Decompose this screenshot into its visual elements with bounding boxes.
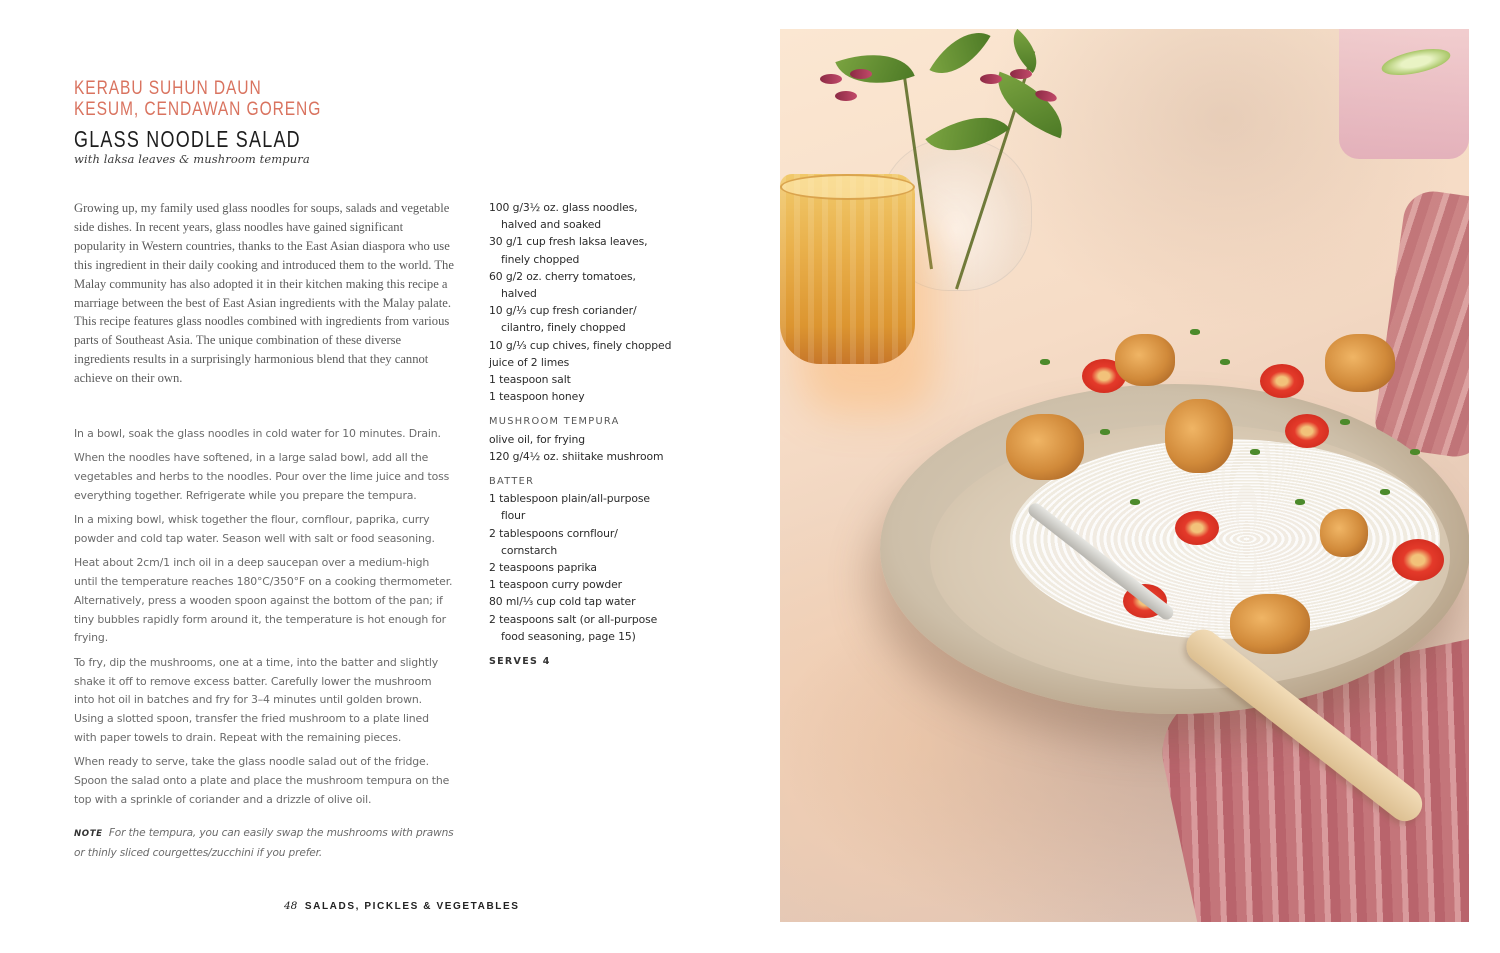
ingredients-list: [489, 199, 719, 670]
flower-bud: [850, 69, 872, 79]
serves-count: SERVES 4: [489, 656, 551, 668]
glass-rim: [780, 174, 915, 200]
ingredients-main: [489, 199, 719, 405]
ingredient-line: juice of 2 limes: [489, 355, 570, 369]
herb-garnish: [1250, 449, 1260, 455]
ingredient-line-cont: food seasoning, page 15): [501, 629, 636, 643]
method-step: In a mixing bowl, whisk together the flour, cornflour, paprika, curry powder and cold tap water. Season well with salt or food seasoning.: [74, 513, 435, 545]
ingredient-line: 100 g/3½ oz. glass noodles,: [489, 201, 638, 214]
method-step: When the noodles have softened, in a large salad bowl, add all the vegetables and herbs to the noodles. Pour over the lime juice and toss everything together. Refrigerate while you prepare the tempura.: [74, 451, 450, 502]
ingredient-line-cont: halved and soaked: [501, 218, 602, 232]
ingredient-line: 2 teaspoons paprika: [489, 561, 597, 575]
page-footer: [284, 900, 520, 912]
mushroom-tempura: [1230, 594, 1310, 654]
ingredient-item: [489, 199, 719, 233]
ingredient-line: 80 ml/⅓ cup cold tap water: [489, 595, 636, 609]
mushroom-tempura: [1325, 334, 1395, 392]
flower-bud: [1010, 69, 1032, 79]
ingredients-batter: [489, 473, 719, 645]
ingredient-line-cont: halved: [501, 287, 537, 301]
ingredient-item: [489, 611, 719, 645]
recipe-title-malay: [74, 78, 402, 120]
herb-garnish: [1295, 499, 1305, 505]
herb-garnish: [1340, 419, 1350, 425]
amber-drink-glass: [780, 174, 915, 364]
ingredient-line-cont: cornstarch: [501, 543, 558, 557]
cherry-tomato: [1392, 539, 1444, 581]
herb-garnish: [1100, 429, 1110, 435]
ingredient-line: 1 teaspoon curry powder: [489, 578, 622, 592]
ingredient-line: 1 teaspoon salt: [489, 373, 571, 387]
flower-bud: [980, 74, 1002, 84]
herb-garnish: [1380, 489, 1390, 495]
intro-text: Growing up, my family used glass noodles for soups, salads and vegetable side dishes. In recent years, glass noodles have gained significant popularity in Western countries, thanks to the East Asian diaspora who use this ingredient in their daily cooking and introduced them to the world. The Malay community has also adopted it in their kitchen making this recipe a marriage between the best of East Asian ingredients with the Malay palate. This recipe features glass noodles combined with ingredients from various parts of Southeast Asia. The unique combination of these diverse ingredients results in a surprisingly harmonious blend that they cannot achieve on their own.: [74, 201, 454, 386]
ingredient-line: 10 g/⅓ cup chives, finely chopped: [489, 338, 672, 352]
ingredient-item: [489, 525, 719, 559]
ingredient-line-cont: cilantro, finely chopped: [501, 321, 626, 335]
ingredient-item: [489, 302, 719, 336]
method-step: To fry, dip the mushrooms, one at a time, into the batter and slightly shake it off to remove excess batter. Carefully lower the mushroom into hot oil in batches and fry for 3–4 minutes until golden brown. Using a slotted spoon, transfer the fried mushroom to a plate lined with paper towels to drain. Repeat with the remaining pieces.: [74, 655, 439, 744]
ingredient-line-cont: flour: [501, 509, 526, 523]
herb-garnish: [1040, 359, 1050, 365]
flower-bud: [820, 74, 842, 84]
ingredient-item: [489, 559, 719, 576]
recipe-note: [74, 824, 454, 863]
recipe-photo: [780, 29, 1469, 922]
ingredient-item: [489, 337, 719, 354]
cherry-tomato: [1285, 414, 1329, 448]
ingredient-item: [489, 593, 719, 610]
method-step: In a bowl, soak the glass noodles in cold water for 10 minutes. Drain.: [74, 427, 441, 440]
ingredient-item: [489, 448, 719, 465]
flower-bud: [835, 91, 857, 101]
batter-heading: BATTER: [489, 476, 535, 488]
method-step: When ready to serve, take the glass noodle salad out of the fridge. Spoon the salad onto a plate and place the mushroom tempura on the top with a sprinkle of coriander and a drizzle of olive oil.: [74, 755, 450, 806]
ingredient-item: [489, 490, 719, 524]
ingredient-line: 1 teaspoon honey: [489, 390, 585, 404]
cherry-tomato: [1260, 364, 1304, 398]
method-steps: [74, 425, 454, 815]
ingredient-line-cont: finely chopped: [501, 252, 580, 266]
section-title: SALADS, PICKLES & VEGETABLES: [304, 901, 520, 912]
intro-paragraph: [74, 199, 454, 388]
page-number: 48: [284, 900, 298, 912]
ingredient-line: 30 g/1 cup fresh laksa leaves,: [489, 235, 648, 249]
ingredient-item: [489, 576, 719, 593]
cherry-tomato: [1175, 511, 1219, 545]
note-text: For the tempura, you can easily swap the mushrooms with prawns or thinly sliced courgettes/zucchini if you prefer.: [74, 827, 454, 859]
herb-garnish: [1130, 499, 1140, 505]
herb-garnish: [1220, 359, 1230, 365]
ingredient-line: 2 teaspoons salt (or all-purpose: [489, 612, 658, 626]
recipe-subtitle: with laksa leaves & mushroom tempura: [74, 152, 310, 166]
ingredient-item: [489, 233, 719, 267]
ingredient-line: olive oil, for frying: [489, 432, 586, 446]
mushroom-tempura: [1320, 509, 1368, 557]
ingredient-item: [489, 388, 719, 405]
ingredient-line: 60 g/2 oz. cherry tomatoes,: [489, 269, 636, 283]
mushroom-tempura: [1115, 334, 1175, 386]
ingredient-item: [489, 431, 719, 448]
ingredient-item: [489, 354, 719, 371]
note-label: NOTE: [74, 829, 103, 839]
ingredient-line: 10 g/⅓ cup fresh coriander/: [489, 304, 637, 318]
ingredient-item: [489, 268, 719, 302]
mushroom-tempura: [1165, 399, 1233, 473]
tempura-heading: MUSHROOM TEMPURA: [489, 416, 620, 428]
herb-garnish: [1190, 329, 1200, 335]
method-step: Heat about 2cm/1 inch oil in a deep saucepan over a medium-high until the temperature reaches 180°C/350°F on a cooking thermometer. Alternatively, press a wooden spoon against the bottom of the pan; if tiny bubbles rapidly form around it, the temperature is hot enough for frying.: [74, 556, 453, 645]
recipe-title-english: GLASS NOODLE SALAD: [74, 126, 301, 152]
ingredient-line: 1 tablespoon plain/all-purpose: [489, 492, 650, 506]
pink-drink-glass: [1339, 29, 1469, 159]
title-malay-line-2: KESUM, CENDAWAN GORENG: [74, 99, 322, 120]
ingredient-line: 2 tablespoons cornflour/: [489, 526, 618, 540]
ingredient-line: 120 g/4½ oz. shiitake mushroom: [489, 449, 664, 463]
ingredients-tempura: [489, 413, 719, 465]
ingredient-item: [489, 371, 719, 388]
herb-garnish: [1410, 449, 1420, 455]
title-malay-line-1: KERABU SUHUN DAUN: [74, 78, 262, 99]
mushroom-tempura: [1006, 414, 1084, 480]
